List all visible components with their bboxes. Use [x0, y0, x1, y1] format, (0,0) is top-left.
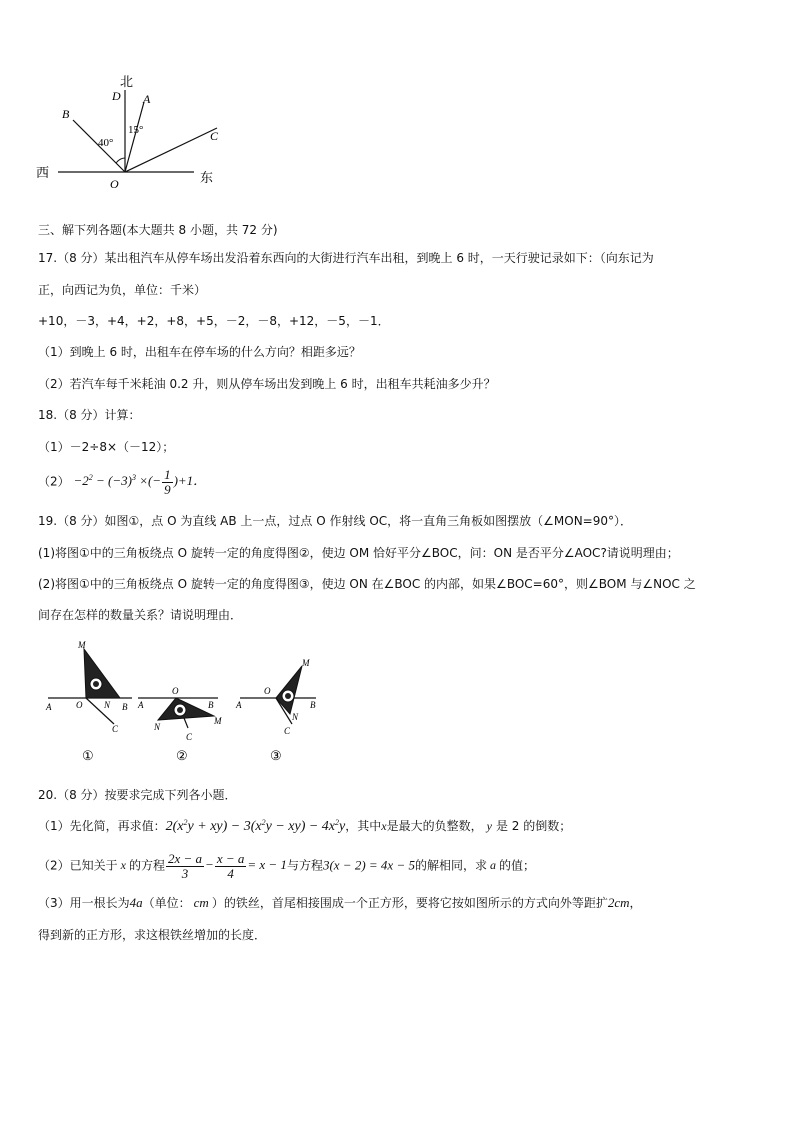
triangle-figures — [40, 636, 330, 766]
label-west: 西 — [36, 165, 50, 180]
fig3-O: O — [264, 686, 271, 696]
denominator: 4 — [227, 866, 234, 881]
text-part: 是最大的负整数， — [386, 819, 483, 833]
var-x: x — [381, 819, 387, 833]
label-angle-40: 40° — [98, 137, 114, 149]
fig3-hole-inner — [285, 693, 291, 699]
q17-sub1: （1）到晚上 6 时，出租车在停车场的什么方向？相距多远？ — [38, 345, 361, 359]
fig3-C: C — [284, 726, 291, 736]
q20-line1: 20.（8 分）按要求完成下列各小题． — [38, 788, 237, 802]
q17-line1: 17.（8 分）某出租汽车从停车场出发沿着东西向的大街进行汽车出租，到晚上 6 时，一天行驶记录如下：（向东记为 — [38, 251, 654, 265]
text-part: 的解相同，求 — [414, 858, 487, 873]
expr-part: −2 — [73, 473, 89, 489]
numerator: 2x − a — [167, 851, 203, 866]
denominator: 9 — [164, 482, 171, 497]
var-x: x — [120, 858, 126, 873]
q20-sub1-prefix: （1）先化简，再求值： — [38, 819, 166, 833]
length-2cm: 2cm — [607, 895, 630, 910]
eq2: 3(x − 2) = 4x − 5 — [322, 857, 415, 873]
fig3-N: N — [292, 712, 299, 722]
text-part: 是 2 的倒数； — [495, 819, 572, 833]
q19-sub2b: 间存在怎样的数量关系？请说明理由． — [38, 608, 243, 622]
fig3-B: B — [310, 700, 316, 710]
label-D: D — [112, 89, 121, 103]
fig2-C: C — [186, 732, 193, 742]
label-B: B — [62, 107, 70, 121]
q17-record: +10，－3，+4，+2，+8，+5，－2，－8，+12，－5，－1． — [38, 314, 390, 328]
q17-line2: 正，向西记为负，单位：千米） — [38, 283, 207, 297]
fig2-M: M — [214, 716, 222, 726]
expr-part: = x − 1 — [247, 857, 287, 873]
q17-sub2: （2）若汽车每千米耗油 0.2 升，则从停车场出发到晚上 6 时，出租车共耗油多少升？ — [38, 377, 496, 391]
fraction — [215, 852, 247, 881]
ray-OA — [125, 102, 144, 172]
fig2-N: N — [154, 722, 161, 732]
section-heading: 三、解下列各题(本大题共 8 小题，共 72 分) — [38, 223, 278, 237]
exponent: 3 — [131, 473, 136, 483]
q18-line1: 18.（8 分）计算： — [38, 408, 141, 422]
expr-part: ×(− — [139, 473, 162, 489]
var-y: y — [486, 819, 492, 833]
label-C: C — [210, 129, 219, 143]
label-O: O — [110, 177, 119, 191]
fig2-caption: ② — [176, 748, 188, 763]
fig1-hole-inner — [93, 681, 99, 687]
q18-sub2-prefix: （2） — [38, 474, 70, 489]
var-a: a — [489, 858, 496, 873]
exponent: 2 — [335, 818, 340, 827]
fig1-C: C — [112, 724, 119, 734]
fig2-B: B — [208, 700, 214, 710]
fig1-M: M — [78, 640, 86, 650]
fig1-O: O — [76, 700, 83, 710]
numerator: x − a — [216, 851, 245, 866]
text-part: 与方程 — [286, 858, 323, 873]
label-east: 东 — [200, 170, 214, 185]
exponent: 2 — [261, 818, 266, 827]
q20-sub1 — [38, 816, 571, 837]
text-part: ， — [629, 896, 642, 910]
q20-sub3 — [38, 895, 642, 911]
label-angle-15: 15° — [128, 124, 144, 136]
q20-sub1-expr — [166, 819, 346, 834]
fig2-hole-inner — [177, 707, 183, 713]
fig3-M: M — [302, 658, 310, 668]
compass-diagram — [30, 72, 230, 194]
text-part: （单位： — [142, 896, 191, 910]
text-part: 的值； — [498, 858, 535, 873]
expr-part: 2(x — [165, 819, 184, 834]
fig3-A: A — [236, 700, 242, 710]
q18-expr — [73, 467, 207, 497]
expr-part: y — [339, 819, 346, 834]
q18-sub2 — [38, 468, 206, 497]
angle-arc — [116, 158, 125, 163]
text-part: （3）用一根长为 — [38, 896, 130, 910]
fraction — [166, 852, 204, 881]
fig1-triangle — [84, 649, 120, 698]
exponent: 2 — [88, 473, 93, 483]
text-part: ）的铁丝，首尾相接围成一个正方形，要将它按如图所示的方式向外等距扩 — [211, 896, 608, 910]
text-part: 的方程 — [128, 858, 165, 873]
fig1-N: N — [104, 700, 111, 710]
q20-sub2 — [38, 852, 535, 881]
denominator: 3 — [181, 866, 189, 881]
expr-part: )+1． — [173, 473, 207, 489]
q20-sub2-eq1 — [165, 851, 287, 881]
expr-part: y + xy) − 3(x — [187, 819, 262, 834]
fig1-A: A — [46, 702, 52, 712]
q19-line1: 19.（8 分）如图①，点 O 为直线 AB 上一点，过点 O 作射线 OC，将一直角三角板如图摆放（∠MON=90°）． — [38, 514, 633, 528]
length-4a: 4a — [129, 895, 143, 910]
fig3-caption: ③ — [270, 748, 282, 763]
exponent: 2 — [183, 818, 188, 827]
expr-part: y − xy) − 4x — [265, 819, 336, 834]
text-part: ，其中 — [345, 819, 382, 833]
q19-sub1: (1)将图①中的三角板绕点 O 旋转一定的角度得图②，使边 OM 恰好平分∠BOC，问：ON 是否平分∠AOC?请说明理由； — [38, 546, 679, 560]
minus: − — [205, 857, 214, 873]
text-part: （2）已知关于 — [38, 858, 118, 873]
label-north: 北 — [120, 74, 134, 89]
fig1-B: B — [122, 702, 128, 712]
expr-part: − (−3) — [96, 473, 132, 489]
fig2-O: O — [172, 686, 179, 696]
q19-sub2a: (2)将图①中的三角板绕点 O 旋转一定的角度得图③，使边 ON 在∠BOC 的内部，如果∠BOC=60°，则∠BOM 与∠NOC 之 — [38, 577, 696, 591]
label-A: A — [143, 92, 151, 106]
fig2-A: A — [138, 700, 144, 710]
numerator: 1 — [164, 467, 171, 482]
q18-sub1: （1）－2÷8×（－12）； — [38, 440, 175, 454]
unit-cm: cm — [193, 895, 209, 910]
fig1-caption: ① — [82, 748, 94, 763]
fraction — [162, 468, 173, 497]
q20-sub3-line2: 得到新的正方形，求这根铁丝增加的长度． — [38, 928, 267, 942]
